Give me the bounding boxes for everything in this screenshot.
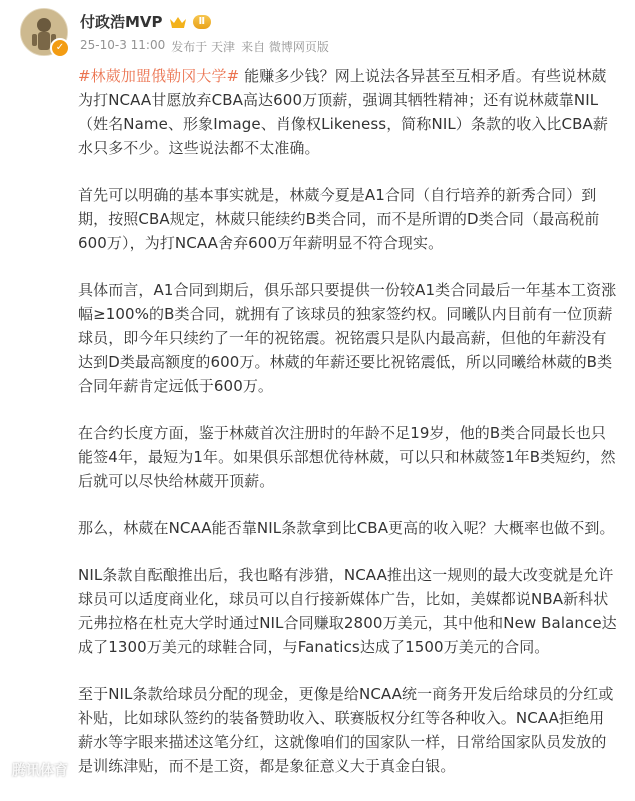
post-meta (80, 38, 329, 55)
post-body (78, 64, 618, 801)
vip-crown-icon (169, 15, 187, 29)
paragraph-4: 在合约长度方面，鉴于林葳首次注册时的年龄不足19岁，他的B类合同最长也只能签4年，最短为1年。如果俱乐部想优待林葳，可以只和林葳签1年B类短约，然后就可以尽快给林葳开顶薪。 (78, 424, 616, 490)
paragraph-1 (78, 64, 618, 160)
post-time[interactable]: 25-10-3 11:00 (80, 38, 166, 52)
level-badge: Ⅱ (193, 15, 212, 29)
watermark: 腾讯体育 (12, 763, 68, 779)
post-location: 发布于 天津 (171, 40, 236, 54)
verified-badge-icon: ✓ (50, 38, 70, 58)
post-header (80, 11, 211, 32)
username[interactable]: 付政浩MVP (80, 13, 163, 31)
paragraph-7: 至于NIL条款给球员分配的现金，更像是给NCAA统一商务开发后给球员的分红或补贴，比如球队签约的装备赞助收入、联赛版权分红等各种收入。NCAA拒绝用薪水等字眼来描述这笔分红，这就像咱们的国家队一样，日常给国家队员发放的是训练津贴，而不是工资，都是象征意义大于真金白银。 (78, 685, 614, 775)
paragraph-5: 那么，林葳在NCAA能否靠NIL条款拿到比CBA更高的收入呢？大概率也做不到。 (78, 519, 615, 537)
paragraph-1-text: 能赚多少钱？网上说法各异甚至互相矛盾。有些说林葳为打NCAA甘愿放弃CBA高达600万顶薪，强调其牺牲精神；还有说林葳靠NIL（姓名Name、形象Image、肖像权Likeness，简称NIL）条款的收入比CBA薪水只多不少。这些说法都不太准确。 (78, 67, 608, 157)
paragraph-6: NIL条款自酝酿推出后，我也略有涉猎，NCAA推出这一规则的最大改变就是允许球员可以适度商业化，球员可以自行接新媒体广告，比如，美媒都说NBA新科状元弗拉格在杜克大学时通过NIL合同赚取2800万美元，其中他和New Balance达成了1300万美元的球鞋合同，与Fanatics达成了1500万美元的合同。 (78, 566, 617, 656)
paragraph-3: 具体而言，A1合同到期后，俱乐部只要提供一份较A1类合同最后一年基本工资涨幅≥100%的B类合同，就拥有了该球员的独家签约权。同曦队内目前有一位顶薪球员，即今年只续约了一年的祝铭震。祝铭震只是队内最高薪，但他的年薪没有达到D类最高额度的600万。林葳的年薪还要比祝铭震低，所以同曦给林葳的B类合同年薪肯定远低于600万。 (78, 281, 617, 395)
paragraph-2: 首先可以明确的基本事实就是，林葳今夏是A1合同（自行培养的新秀合同）到期，按照CBA规定，林葳只能续约B类合同，而不是所谓的D类合同（最高税前600万），为打NCAA舍弃600万年薪明显不符合现实。 (78, 186, 600, 252)
post-source: 来自 微博网页版 (241, 40, 329, 54)
hashtag-link[interactable]: #林葳加盟俄勒冈大学# (78, 67, 240, 85)
